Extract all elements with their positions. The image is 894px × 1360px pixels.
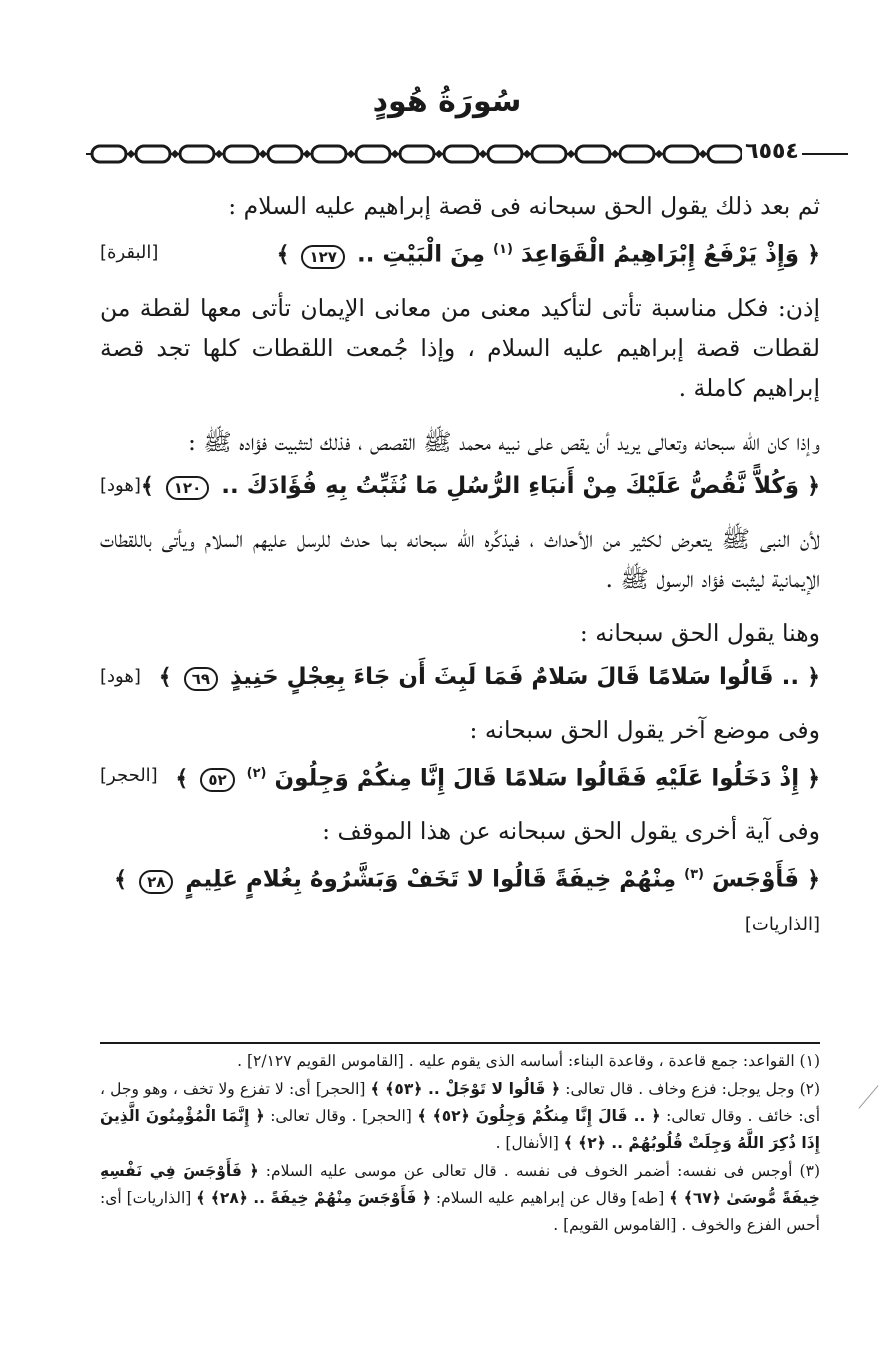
quran-verse xyxy=(100,230,820,276)
chain-dot xyxy=(523,150,531,158)
chain-dot xyxy=(171,150,179,158)
footnote-verse: ﴿ .. قَالَ إِنَّا مِنكُمْ وَجِلُونَ ﴿٥٢﴾ ﴾ xyxy=(417,1107,661,1125)
surah-reference: [هود] xyxy=(100,475,141,497)
chain-dot xyxy=(699,150,707,158)
surah-reference: [البقرة] xyxy=(100,241,159,263)
verse-number: ١٢٠ xyxy=(166,476,209,500)
chain-link xyxy=(400,146,434,162)
margin-mark xyxy=(858,1085,878,1109)
chain-link xyxy=(488,146,522,162)
surah-reference: [هود] xyxy=(100,666,141,688)
chain-link xyxy=(444,146,478,162)
footnote-verse: ﴿ قَالُوا لا تَوْجَلْ .. ﴿٥٣﴾ ﴾ xyxy=(370,1080,561,1098)
chain-dot xyxy=(303,150,311,158)
paragraph: وهنا يقول الحق سبحانه : xyxy=(579,618,820,647)
chain-link xyxy=(356,146,390,162)
chain-link xyxy=(268,146,302,162)
verse-text: ﴿ إِذْ دَخَلُوا عَلَيْهِ فَقَالُوا سَلامًا قَالَ إِنَّا مِنكُمْ وَجِلُونَ $^{(٢)}$ ٥٢ ﴾ xyxy=(175,765,820,792)
verse-text: ﴿ فَأَوْجَسَ $^{(٣)}$ مِنْهُمْ خِيفَةً قَالُوا لا تَخَفْ وَبَشَّرُوهُ بِغُلامٍ عَلِيمٍ ٢٨ ﴾ xyxy=(114,866,820,893)
verse-number: ١٢٧ xyxy=(301,245,344,269)
chain-dot xyxy=(127,150,135,158)
chain-link xyxy=(576,146,610,162)
chain-dot xyxy=(611,150,619,158)
paragraph: ثم بعد ذلك يقول الحق سبحانه فى قصة إبراهيم عليه السلام : xyxy=(228,192,820,220)
chain-dot xyxy=(479,150,487,158)
page-number: ٦٥٥٤ xyxy=(742,139,802,164)
footnotes xyxy=(100,1048,820,1240)
chain-dot xyxy=(435,150,443,158)
paragraph: وفى موضع آخر يقول الحق سبحانه : xyxy=(469,715,820,744)
main-text xyxy=(100,186,820,957)
footnote-verse: ﴿ فَأَوْجَسَ فِي نَفْسِهِ خِيفَةً مُّوسَىٰ ﴿٦٧﴾ ﴾ xyxy=(100,1162,820,1207)
verse-text: ﴿ وَإِذْ يَرْفَعُ إِبْرَاهِيمُ الْقَوَاعِدَ $^{(١)}$ مِنَ الْبَيْتِ .. ١٢٧ ﴾ xyxy=(276,241,820,268)
chain-link xyxy=(664,146,698,162)
chain-link xyxy=(224,146,258,162)
chain-link xyxy=(708,146,742,162)
surah-reference: [الذاريات] xyxy=(744,913,820,935)
footnote-marker[interactable]: (٣) xyxy=(684,867,704,883)
verse-text: ﴿ .. قَالُوا سَلامًا قَالَ سَلامٌ فَمَا لَبِثَ أَن جَاءَ بِعِجْلٍ حَنِيذٍ ٦٩ ﴾ xyxy=(158,663,820,690)
chain-link xyxy=(620,146,654,162)
chain-link xyxy=(92,146,126,162)
chain-link xyxy=(180,146,214,162)
chain-link xyxy=(136,146,170,162)
quran-verse xyxy=(100,855,820,901)
footnote-2: (٢) وجل يوجل: فزع وخاف . قال تعالى: ﴿ قَالُوا لا تَوْجَلْ .. ﴿٥٣﴾ ﴾ [الحجر] أى: لا تفزع ولا تخف ، وهو وجل ، أى: خائف . وقال تعالى: ﴿ .. قَالَ إِنَّا مِنكُمْ وَجِلُونَ ﴿٥٢﴾ ﴾ [الحجر] . وقال تعالى: ﴿ إِنَّمَا الْمُؤْمِنُونَ الَّذِينَ إِذَا ذُكِرَ اللَّهُ وَجِلَتْ قُلُوبُهُمْ .. ﴿٢﴾ ﴾ [الأنفال] . xyxy=(100,1080,821,1152)
footnote-marker[interactable]: (٢) xyxy=(246,765,267,781)
footnote-marker[interactable]: (١) xyxy=(493,242,513,257)
quran-verse xyxy=(100,657,820,698)
ornamental-header-border xyxy=(86,141,848,167)
footnote-3: (٣) أوجس فى نفسه: أضمر الخوف فى نفسه . قال تعالى عن موسى عليه السلام: ﴿ فَأَوْجَسَ فِي نَفْسِهِ خِيفَةً مُّوسَىٰ ﴿٦٧﴾ ﴾ [طه] وقال عن إبراهيم عليه السلام: ﴿ فَأَوْجَسَ مِنْهُمْ خِيفَةً .. ﴿٢٨﴾ ﴾ [الذاريات] أى: أحس الفزع والخوف . [القاموس القويم] . xyxy=(100,1162,821,1234)
chain-dot xyxy=(567,150,575,158)
chain-link xyxy=(532,146,566,162)
surah-reference: [الحجر] xyxy=(100,765,158,787)
paragraph: إذن: فكل مناسبة تأتى لتأكيد معنى من معانى الإيمان تأتى معها لقطة من لقطات قصة إبراهيم عليه السلام ، وإذا جُمعت اللقطات كلها تجد قصة إبراهيم كاملة . xyxy=(100,293,820,402)
chain-link xyxy=(312,146,346,162)
chain-dot xyxy=(391,150,399,158)
verse-number: ٢٨ xyxy=(139,870,173,894)
footnote-verse: ﴿ فَأَوْجَسَ مِنْهُمْ خِيفَةً .. ﴿٢٨﴾ ﴾ xyxy=(196,1189,431,1207)
surah-title: سُورَةُ هُودٍ xyxy=(372,84,522,119)
chain-dot xyxy=(215,150,223,158)
paragraph: لأن النبى ﷺ يتعرض لكثير من الأحداث ، فيذكِّره الله سبحانه بما حدث للرسل عليهم السلام ويأتى باللقطات الإيمانية ليثبت فؤاد الرسول ﷺ . xyxy=(100,524,820,593)
verse-number: ٥٢ xyxy=(200,768,234,792)
chain-dot xyxy=(655,150,663,158)
quran-verse xyxy=(100,466,820,507)
footnote-1: (١) القواعد: جمع قاعدة ، وقاعدة البناء: أساسه الذى يقوم عليه . [القاموس القويم ٢/١٢٧] . xyxy=(237,1052,820,1070)
chain-dot xyxy=(259,150,267,158)
paragraph: وإذا كان الله سبحانه وتعالى يريد أن يقص على نبيه محمد ﷺ القصص ، فذلك لتثبيت فؤاده ﷺ : xyxy=(188,427,820,456)
verse-number: ٦٩ xyxy=(184,667,218,691)
quran-verse xyxy=(100,754,820,800)
verse-text: ﴿ وَكُلاًّ نَّقُصُّ عَلَيْكَ مِنْ أَنبَاءِ الرُّسُلِ مَا نُثَبِّتُ بِهِ فُؤَادَكَ .. ١٢٠ ﴾ xyxy=(140,472,820,499)
footnote-divider xyxy=(100,1042,820,1044)
footnote-verse: ﴿ إِنَّمَا الْمُؤْمِنُونَ الَّذِينَ إِذَا ذُكِرَ اللَّهُ وَجِلَتْ قُلُوبُهُمْ .. ﴿٢﴾ ﴾ xyxy=(100,1107,820,1152)
chain-dot xyxy=(347,150,355,158)
paragraph: وفى آية أخرى يقول الحق سبحانه عن هذا الموقف : xyxy=(322,817,820,846)
